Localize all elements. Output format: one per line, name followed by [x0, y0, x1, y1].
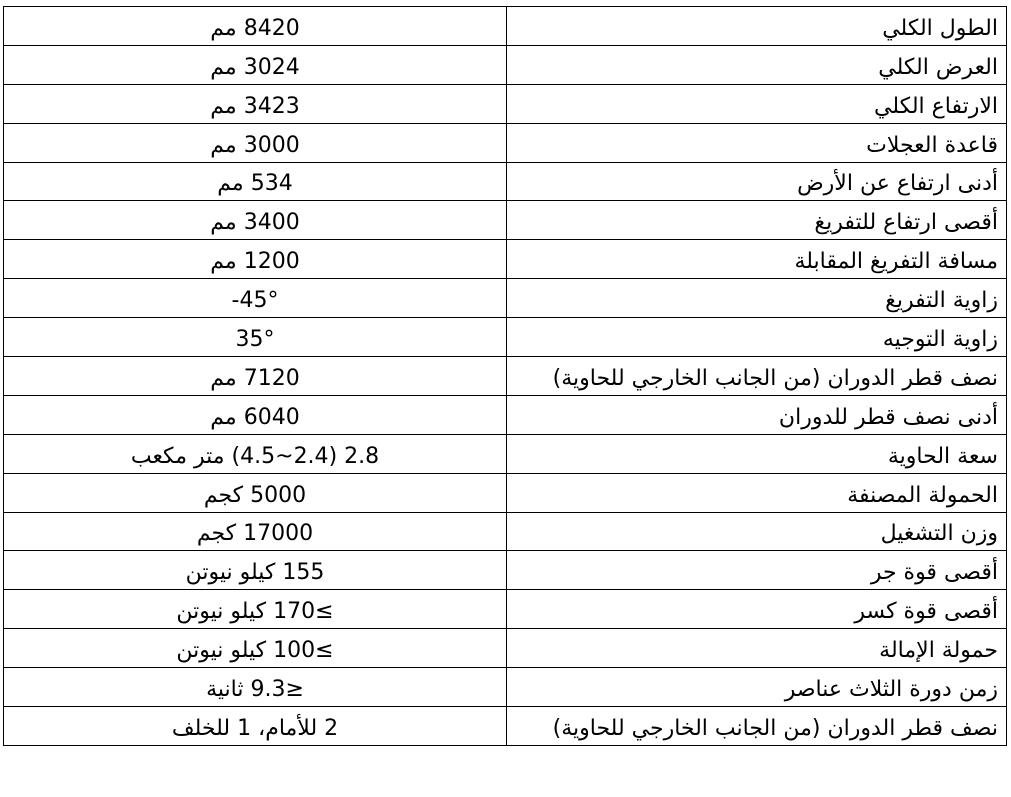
spec-value	[4, 7, 507, 46]
table-row	[4, 240, 1007, 279]
spec-value-text: ≤9.3 ثانية	[206, 677, 304, 703]
spec-value-text: 6040 مم	[210, 404, 300, 430]
table-row	[4, 318, 1007, 357]
spec-value-text: ≥170 كيلو نيوتن	[176, 599, 334, 625]
table-row	[4, 7, 1007, 46]
specifications-table	[3, 6, 1007, 746]
spec-value-text: 2.8 (2.4~4.5) متر مكعب	[130, 443, 380, 469]
spec-label: الطول الكلي	[507, 7, 1007, 46]
spec-value-text: 155 كيلو نيوتن	[185, 560, 325, 586]
spec-label: سعة الحاوية	[507, 434, 1007, 473]
spec-value	[4, 84, 507, 123]
table-row	[4, 512, 1007, 551]
spec-value-text: ≥100 كيلو نيوتن	[176, 638, 334, 664]
spec-value	[4, 357, 507, 396]
table-row	[4, 395, 1007, 434]
table-row	[4, 162, 1007, 201]
spec-label: أقصى قوة جر	[507, 551, 1007, 590]
spec-value-text: 1200 مم	[210, 249, 300, 275]
spec-value	[4, 162, 507, 201]
spec-label: وزن التشغيل	[507, 512, 1007, 551]
spec-label: زاوية التوجيه	[507, 318, 1007, 357]
table-row	[4, 357, 1007, 396]
spec-value-text: 17000 كجم	[196, 521, 314, 547]
spec-value	[4, 512, 507, 551]
spec-label: أدنى نصف قطر للدوران	[507, 395, 1007, 434]
spec-value	[4, 590, 507, 629]
spec-label: أقصى قوة كسر	[507, 590, 1007, 629]
table-row	[4, 551, 1007, 590]
spec-value	[4, 279, 507, 318]
table-row	[4, 201, 1007, 240]
spec-label: زاوية التفريغ	[507, 279, 1007, 318]
spec-label: حمولة الإمالة	[507, 629, 1007, 668]
spec-value-text: 7120 مم	[210, 365, 300, 391]
spec-label: مسافة التفريغ المقابلة	[507, 240, 1007, 279]
table-row	[4, 84, 1007, 123]
spec-value-text: 5000 كجم	[203, 482, 307, 508]
spec-value	[4, 395, 507, 434]
spec-value	[4, 551, 507, 590]
spec-value-text: 3400 مم	[210, 210, 300, 236]
spec-value	[4, 123, 507, 162]
spec-value-text: 35°	[235, 327, 275, 353]
spec-value	[4, 707, 507, 746]
spec-label: الارتفاع الكلي	[507, 84, 1007, 123]
spec-value	[4, 473, 507, 512]
spec-value-text: 3000 مم	[210, 132, 300, 158]
spec-label: الحمولة المصنفة	[507, 473, 1007, 512]
spec-value	[4, 240, 507, 279]
spec-value	[4, 45, 507, 84]
spec-label: أدنى ارتفاع عن الأرض	[507, 162, 1007, 201]
table-row	[4, 590, 1007, 629]
spec-value	[4, 629, 507, 668]
table-row	[4, 629, 1007, 668]
spec-label: نصف قطر الدوران (من الجانب الخارجي للحاوية)	[507, 357, 1007, 396]
specifications-table-body	[4, 7, 1007, 746]
spec-value-text: 3423 مم	[210, 93, 300, 119]
spec-value	[4, 201, 507, 240]
table-row	[4, 473, 1007, 512]
spec-value-text: -45°	[231, 288, 279, 314]
spec-value	[4, 434, 507, 473]
spec-value-text: 534 مم	[217, 171, 293, 197]
table-row	[4, 668, 1007, 707]
spec-label: العرض الكلي	[507, 45, 1007, 84]
spec-label: نصف قطر الدوران (من الجانب الخارجي للحاوية)	[507, 707, 1007, 746]
spec-value	[4, 318, 507, 357]
spec-value-text: 2 للأمام، 1 للخلف	[171, 715, 339, 741]
spec-label: قاعدة العجلات	[507, 123, 1007, 162]
table-row	[4, 45, 1007, 84]
spec-value	[4, 668, 507, 707]
table-row	[4, 123, 1007, 162]
spec-value-text: 3024 مم	[210, 54, 300, 80]
spec-value-text: 8420 مم	[210, 15, 300, 41]
spec-label: أقصى ارتفاع للتفريغ	[507, 201, 1007, 240]
table-row	[4, 707, 1007, 746]
table-row	[4, 434, 1007, 473]
table-row	[4, 279, 1007, 318]
spec-label: زمن دورة الثلاث عناصر	[507, 668, 1007, 707]
